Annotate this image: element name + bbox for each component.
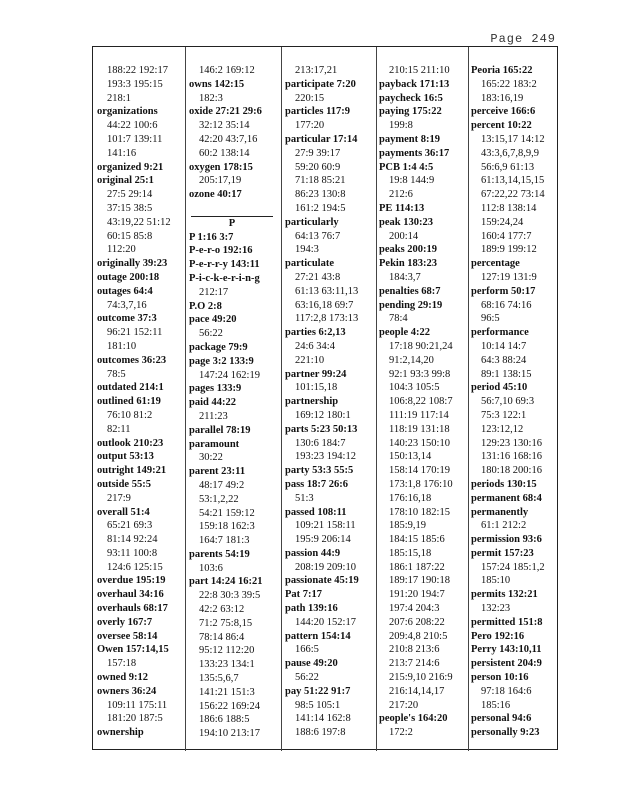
index-locator: 186:6 188:5 [199, 714, 250, 726]
index-locator: 68:16 74:16 [481, 299, 532, 311]
index-locator: 177:20 [295, 120, 325, 132]
index-locator: 184:15 185:6 [389, 534, 445, 546]
index-term: Pekin 183:23 [379, 258, 438, 270]
index-locator: 217:9 [107, 492, 131, 504]
index-term: PCB 1:4 4:5 [379, 161, 434, 173]
index-locator: 71:2 75:8,15 [199, 617, 253, 629]
index-locator: 185:16 [481, 699, 511, 711]
index-locator: 157:24 185:1,2 [481, 561, 545, 573]
index-locator: 56:22 [295, 672, 319, 684]
index-locator: 158:14 170:19 [389, 465, 450, 477]
index-locator: 101:7 139:11 [107, 133, 163, 145]
index-locator: 178:10 182:15 [389, 506, 450, 518]
index-locator: 42:20 43:7,16 [199, 133, 258, 145]
index-locator: 210:15 211:10 [389, 65, 450, 76]
index-locator: 93:11 100:8 [107, 547, 158, 559]
index-term: owns 142:15 [189, 78, 245, 90]
index-term: parents 54:19 [189, 548, 250, 560]
index-term: overall 51:4 [97, 506, 150, 518]
column-divider [281, 47, 282, 751]
index-locator: 51:3 [295, 492, 314, 504]
index-locator: 37:15 38:5 [107, 202, 153, 214]
index-locator: 161:2 194:5 [295, 202, 346, 214]
index-locator: 181:20 187:5 [107, 713, 163, 725]
index-locator: 13:15,17 14:12 [481, 133, 545, 145]
index-term: peak 130:23 [379, 216, 433, 228]
index-locator: 97:18 164:6 [481, 685, 532, 697]
column-divider [376, 47, 377, 751]
index-term: performance [471, 327, 529, 339]
index-term: paycheck 16:5 [379, 92, 443, 104]
index-locator: 141:14 162:8 [295, 713, 351, 725]
index-locator: 164:7 181:3 [199, 535, 250, 547]
index-term: overhaul 34:16 [97, 589, 164, 601]
index-locator: 141:21 151:3 [199, 686, 255, 698]
index-term: outright 149:21 [97, 465, 167, 477]
index-locator: 212:17 [199, 286, 229, 298]
index-locator: 191:20 194:7 [389, 589, 445, 601]
index-locator: 112:20 [107, 244, 136, 256]
index-locator: 60:2 138:14 [199, 147, 250, 159]
index-term: package 79:9 [189, 341, 248, 353]
index-locator: 217:20 [389, 699, 419, 711]
index-locator: 43:19,22 51:12 [107, 216, 171, 228]
index-locator: 44:22 100:6 [107, 120, 158, 132]
column-divider [185, 47, 186, 751]
index-locator: 89:1 138:15 [481, 368, 532, 380]
index-term: partnership [285, 396, 339, 408]
index-term: PE 114:13 [379, 202, 425, 214]
index-locator: 144:20 152:17 [295, 616, 356, 628]
index-locator: 103:6 [199, 562, 223, 574]
index-locator: 101:15,18 [295, 382, 338, 394]
index-locator: 76:10 81:2 [107, 409, 153, 421]
index-term: particles 117:9 [285, 106, 351, 118]
index-term: particularly [285, 216, 339, 228]
index-locator: 156:22 169:24 [199, 700, 260, 712]
index-term: Owen 157:14,15 [97, 644, 169, 656]
index-locator: 96:5 [481, 313, 500, 325]
index-locator [189, 202, 277, 216]
index-locator: 210:8 213:6 [389, 644, 440, 656]
index-locator: 186:1 187:22 [389, 561, 445, 573]
index-term: permit 157:23 [471, 547, 534, 559]
page-number: Page 249 [490, 32, 556, 46]
index-column-2 [189, 64, 277, 741]
index-locator: 185:15,18 [389, 547, 432, 559]
index-locator: 135:5,6,7 [199, 673, 239, 685]
index-locator: 129:23 130:16 [481, 437, 542, 449]
index-locator: 220:15 [295, 92, 325, 104]
index-locator: 199:8 [389, 120, 413, 132]
index-locator: 111:19 117:14 [389, 409, 449, 421]
index-locator: 133:23 134:1 [199, 659, 255, 671]
index-term: participate 7:20 [285, 78, 356, 90]
index-locator: 130:6 184:7 [295, 437, 346, 449]
index-locator: 54:21 159:12 [199, 507, 255, 519]
index-locator: 42:2 63:12 [199, 604, 245, 616]
index-term: pages 133:9 [189, 383, 242, 395]
index-locator: 27:9 39:17 [295, 147, 341, 159]
index-locator: 61:13,14,15,15 [481, 175, 545, 187]
index-locator: 208:19 209:10 [295, 561, 356, 573]
index-term: overly 167:7 [97, 616, 153, 628]
index-locator: 169:12 180:1 [295, 409, 351, 421]
index-locator: 71:18 85:21 [295, 175, 346, 187]
index-locator: 96:21 152:11 [107, 327, 163, 339]
index-locator: 67:22,22 73:14 [481, 189, 545, 201]
index-locator: 32:12 35:14 [199, 120, 250, 132]
index-locator: 150:13,14 [389, 451, 432, 463]
index-locator: 213:17,21 [295, 65, 338, 76]
index-locator: 165:22 183:2 [481, 78, 537, 90]
index-term: peaks 200:19 [379, 244, 438, 256]
index-locator: 56:7,10 69:3 [481, 396, 535, 408]
index-locator: 209:4,8 210:5 [389, 630, 448, 642]
index-term: payments 36:17 [379, 147, 450, 159]
index-term: Pat 7:17 [285, 589, 323, 601]
index-locator: 61:13 63:11,13 [295, 285, 359, 297]
index-locator: 48:17 49:2 [199, 479, 245, 491]
index-term: personally 9:23 [471, 727, 540, 739]
index-locator: 218:1 [107, 92, 131, 104]
index-term: particulate [285, 258, 334, 270]
index-locator: 63:16,18 69:7 [295, 299, 354, 311]
index-locator: 200:14 [389, 230, 419, 242]
index-term: percentage [471, 258, 520, 270]
index-locator: 106:8,22 108:7 [389, 396, 453, 408]
index-term: P.O 2:8 [189, 300, 222, 312]
index-locator: 56:6,9 61:13 [481, 161, 535, 173]
index-term: output 53:13 [97, 451, 154, 463]
index-locator: 81:14 92:24 [107, 534, 158, 546]
index-locator: 205:17,19 [199, 175, 242, 187]
index-term: original 25:1 [97, 175, 154, 187]
index-locator: 118:19 131:18 [389, 423, 450, 435]
index-locator: 127:19 131:9 [481, 271, 537, 283]
index-term: Pero 192:16 [471, 630, 525, 642]
index-locator: 64:13 76:7 [295, 230, 341, 242]
index-locator: 172:2 [389, 727, 413, 739]
index-term: oversee 58:14 [97, 630, 158, 642]
index-term: payment 8:19 [379, 133, 440, 145]
index-term: oxide 27:21 29:6 [189, 106, 262, 118]
index-locator: 53:1,2,22 [199, 493, 239, 505]
index-locator: 185:10 [481, 575, 511, 587]
index-term: P 1:16 3:7 [189, 231, 234, 243]
index-term: outage 200:18 [97, 271, 160, 283]
index-term: paid 44:22 [189, 397, 236, 409]
index-locator: 146:2 169:12 [199, 65, 255, 76]
index-locator: 189:17 190:18 [389, 575, 450, 587]
index-locator: 30:22 [199, 452, 223, 464]
index-term: passed 108:11 [285, 506, 347, 518]
index-locator: 59:20 60:9 [295, 161, 341, 173]
index-locator: 184:3,7 [389, 271, 421, 283]
index-locator: 182:3 [199, 92, 223, 104]
index-locator: 117:2,8 173:13 [295, 313, 359, 325]
index-locator: 27:21 43:8 [295, 271, 341, 283]
index-locator: 78:5 [107, 368, 126, 380]
index-term: paramount [189, 438, 240, 450]
index-locator: 60:15 85:8 [107, 230, 153, 242]
index-locator: 211:23 [199, 410, 228, 422]
index-locator: 92:1 93:3 99:8 [389, 368, 451, 380]
index-locator: 98:5 105:1 [295, 699, 341, 711]
index-term: passionate 45:19 [285, 575, 359, 587]
index-locator: 160:4 177:7 [481, 230, 532, 242]
index-term: pause 49:20 [285, 658, 338, 670]
index-column-4 [379, 64, 469, 740]
index-locator: 65:21 69:3 [107, 520, 153, 532]
index-locator: 188:22 192:17 [107, 65, 168, 76]
index-term: P-i-c-k-e-r-i-n-g [189, 272, 260, 284]
index-term: owners 36:24 [97, 685, 157, 697]
index-locator: 123:12,12 [481, 423, 524, 435]
index-locator: 213:7 214:6 [389, 658, 440, 670]
index-locator: 43:3,6,7,8,9,9 [481, 147, 540, 159]
index-locator: 82:11 [107, 423, 131, 435]
index-locator: 132:23 [481, 603, 511, 615]
index-locator: 193:23 194:12 [295, 451, 356, 463]
index-locator: 56:22 [199, 328, 223, 340]
index-locator: 124:6 125:15 [107, 561, 163, 573]
index-term: overdue 195:19 [97, 575, 166, 587]
index-locator: 109:11 175:11 [107, 699, 168, 711]
index-locator: 74:3,7,16 [107, 299, 147, 311]
index-term: organizations [97, 106, 158, 118]
index-term: outside 55:5 [97, 478, 151, 490]
index-locator: 159:24,24 [481, 216, 524, 228]
index-term: P-e-r-o 192:16 [189, 245, 253, 257]
index-term: outcomes 36:23 [97, 354, 167, 366]
index-locator: 197:4 204:3 [389, 603, 440, 615]
index-locator: 24:6 34:4 [295, 340, 335, 352]
index-term: period 45:10 [471, 382, 528, 394]
index-column-1 [97, 64, 182, 740]
index-term: P-e-r-r-y 143:11 [189, 259, 260, 271]
index-locator: 91:2,14,20 [389, 354, 434, 366]
index-term: pattern 154:14 [285, 630, 351, 642]
index-term: persistent 204:9 [471, 658, 542, 670]
index-locator: 173:1,8 176:10 [389, 478, 453, 490]
index-locator: 109:21 158:11 [295, 520, 356, 532]
index-term: outdated 214:1 [97, 382, 164, 394]
index-term: Peoria 165:22 [471, 65, 533, 76]
index-locator: 194:10 213:17 [199, 728, 260, 740]
index-term: percent 10:22 [471, 120, 532, 132]
index-locator: 19:8 144:9 [389, 175, 435, 187]
index-term: parties 6:2,13 [285, 327, 346, 339]
index-term: pace 49:20 [189, 314, 237, 326]
index-term: perceive 166:6 [471, 106, 536, 118]
index-locator: 216:14,14,17 [389, 685, 445, 697]
index-term: parent 23:11 [189, 466, 246, 478]
index-term: permitted 151:8 [471, 616, 543, 628]
index-term: particular 17:14 [285, 133, 358, 145]
index-term: perform 50:17 [471, 285, 536, 297]
section-letter: P [191, 216, 273, 231]
index-locator: 185:9,19 [389, 520, 427, 532]
index-locator: 207:6 208:22 [389, 616, 445, 628]
index-term: outlook 210:23 [97, 437, 164, 449]
index-table [92, 46, 558, 750]
index-term: payback 171:13 [379, 78, 450, 90]
index-locator: 159:18 162:3 [199, 521, 255, 533]
index-term: organized 9:21 [97, 161, 164, 173]
index-term: permission 93:6 [471, 534, 542, 546]
index-locator: 104:3 105:5 [389, 382, 440, 394]
index-locator: 61:1 212:2 [481, 520, 527, 532]
index-locator: 147:24 162:19 [199, 369, 260, 381]
index-column-5 [471, 64, 557, 740]
index-term: ownership [97, 727, 144, 739]
index-locator: 181:10 [107, 340, 137, 352]
index-locator: 221:10 [295, 354, 325, 366]
index-locator: 22:8 30:3 39:5 [199, 590, 261, 602]
index-term: outages 64:4 [97, 285, 153, 297]
index-column-3 [285, 64, 375, 740]
index-term: person 10:16 [471, 672, 529, 684]
index-term: permanently [471, 506, 529, 518]
index-term: permanent 68:4 [471, 492, 542, 504]
index-term: party 53:3 55:5 [285, 465, 354, 477]
index-locator: 194:3 [295, 244, 319, 256]
index-term: outlined 61:19 [97, 396, 161, 408]
index-term: people's 164:20 [379, 713, 448, 725]
index-locator: 212:6 [389, 189, 413, 201]
index-locator: 189:9 199:12 [481, 244, 537, 256]
index-locator: 195:9 206:14 [295, 534, 351, 546]
index-term: page 3:2 133:9 [189, 355, 254, 367]
index-locator: 112:8 138:14 [481, 202, 537, 214]
index-locator: 157:18 [107, 658, 137, 670]
index-locator: 17:18 90:21,24 [389, 340, 453, 352]
index-term: people 4:22 [379, 327, 431, 339]
index-term: Perry 143:10,11 [471, 644, 542, 656]
index-locator: 78:14 86:4 [199, 631, 245, 643]
index-term: outcome 37:3 [97, 313, 157, 325]
index-locator: 141:16 [107, 147, 137, 159]
index-term: oxygen 178:15 [189, 161, 253, 173]
index-term: passion 44:9 [285, 547, 341, 559]
index-term: parts 5:23 50:13 [285, 423, 358, 435]
index-term: path 139:16 [285, 603, 338, 615]
index-term: parallel 78:19 [189, 424, 251, 436]
index-term: owned 9:12 [97, 672, 149, 684]
index-locator: 140:23 150:10 [389, 437, 450, 449]
index-term: pass 18:7 26:6 [285, 478, 349, 490]
index-term: overhauls 68:17 [97, 603, 168, 615]
index-term: penalties 68:7 [379, 285, 441, 297]
index-locator: 10:14 14:7 [481, 340, 527, 352]
index-term: ozone 40:17 [189, 189, 242, 201]
index-locator: 166:5 [295, 644, 319, 656]
index-locator: 131:16 168:16 [481, 451, 542, 463]
index-term: permits 132:21 [471, 589, 538, 601]
index-locator: 75:3 122:1 [481, 409, 527, 421]
index-locator: 188:6 197:8 [295, 727, 346, 739]
index-locator: 64:3 88:24 [481, 354, 527, 366]
index-term: partner 99:24 [285, 368, 347, 380]
index-term: part 14:24 16:21 [189, 576, 263, 588]
index-locator: 86:23 130:8 [295, 189, 346, 201]
index-term: pending 29:19 [379, 299, 443, 311]
index-term: personal 94:6 [471, 713, 532, 725]
index-locator: 193:3 195:15 [107, 78, 163, 90]
index-locator: 180:18 200:16 [481, 465, 542, 477]
index-locator: 176:16,18 [389, 492, 432, 504]
index-locator: 183:16,19 [481, 92, 524, 104]
index-locator: 78:4 [389, 313, 408, 325]
index-locator: 27:5 29:14 [107, 189, 153, 201]
index-term: pay 51:22 91:7 [285, 685, 351, 697]
index-term: paying 175:22 [379, 106, 442, 118]
index-term: periods 130:15 [471, 478, 537, 490]
index-term: originally 39:23 [97, 258, 168, 270]
index-locator: 95:12 112:20 [199, 645, 255, 657]
index-locator: 215:9,10 216:9 [389, 672, 453, 684]
